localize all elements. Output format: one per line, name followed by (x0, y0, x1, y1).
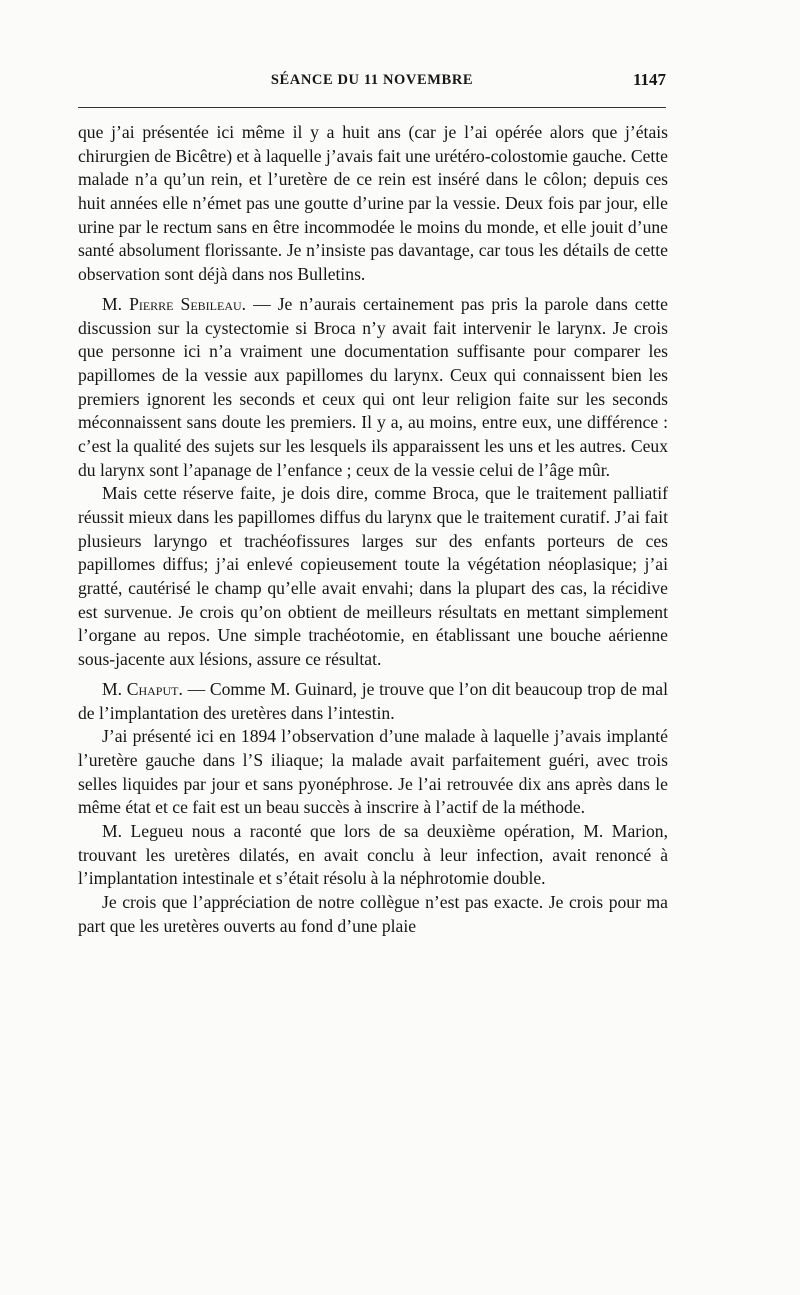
paragraph-chaput-4 (78, 891, 668, 938)
paragraph-text: M. Legueu nous a raconté que lors de sa deuxième opération, M. Marion, trouvant les uretères dilatés, en avait conclu à leur infection, avait renoncé à l’implantation intestinale et s’était résolu à la néphrotomie double. (78, 821, 668, 889)
paragraph-chaput-3 (78, 820, 668, 891)
page-number: 1147 (632, 70, 666, 89)
paragraph-text: — Je n’aurais certainement pas pris la parole dans cette discussion sur la cystectomie si Broca n’y avait fait intervenir le larynx. Je crois que personne ici n’a vraiment une documentation suffisante pour comparer les papillomes de la vessie aux papillomes du larynx. Ceux qui connaissent bien les premiers ignorent les seconds et ceux qui ont leur religion faite sur les seconds méconnaissent sans doute les premiers. Il y a, au moins, entre eux, une différence : c’est la qualité des sujets sur les lesquels ils apparaissent les uns et les autres. Ceux du larynx sont l’apanage de l’enfance ; ceux de la vessie celui de l’âge mûr. (78, 294, 668, 480)
paragraph-chaput (78, 678, 668, 725)
paragraph-text: Je crois que l’appréciation de notre collègue n’est pas exacte. Je crois pour ma part que les uretères ouverts au fond d’une plaie (78, 892, 668, 936)
paragraph-text: Mais cette réserve faite, je dois dire, comme Broca, que le traitement palliatif réussit mieux dans les papillomes diffus du larynx que le traitement curatif. J’ai fait plusieurs laryngo et trachéofissures larges sur des enfants porteurs de ces papillomes diffus; j’ai enlevé copieusement toute la végétation néoplasique; j’ai gratté, cautérisé le champ qu’elle avait envahi; dans la plupart des cas, la récidive est survenue. Je crois qu’on obtient de meilleurs résultats en mettant simplement l’organe au repos. Une simple trachéotomie, en établissant une bouche aérienne sous-jacente aux lésions, assure ce résultat. (78, 483, 668, 669)
paragraph-continuation (78, 121, 668, 287)
paragraph-text: que j’ai présentée ici même il y a huit ans (car je l’ai opérée alors que j’étais chirurgien de Bicêtre) et à laquelle j’avais fait une urétéro-colostomie gauche. Cette malade n’a qu’un rein, et l’uretère de ce rein est inséré dans le côlon; depuis ces huit années elle n’émet pas une goutte d’urine par la vessie. Deux fois par jour, elle urine par le rectum sans en être incommodée le moins du monde, et elle jouit d’une santé absolument florissante. Je n’insiste pas davantage, car tous les détails de cette observation sont déjà dans nos Bulletins. (78, 122, 668, 284)
paragraph-sebileau-2 (78, 482, 668, 671)
header-rule (78, 107, 666, 108)
speaker-name: M. Pierre Sebileau. (102, 294, 247, 315)
paragraph-text: J’ai présenté ici en 1894 l’observation d’une malade à laquelle j’avais implanté l’uretère gauche dans l’S iliaque; la malade avait parfaitement guéri, avec trois selles liquides par jour et sans pyonéphrose. Je l’ai retrouvée dix ans après dans le même état et ce fait est un beau succès à inscrire à l’actif de la méthode. (78, 726, 668, 818)
paragraph-sebileau (78, 293, 668, 482)
paragraph-chaput-2 (78, 725, 668, 820)
running-head (78, 70, 666, 92)
paragraph-text: — Comme M. Guinard, je trouve que l’on dit beaucoup trop de mal de l’implantation des uretères dans l’intestin. (78, 679, 668, 723)
running-head-title: SÉANCE DU 11 NOVEMBRE (270, 72, 474, 88)
speaker-name: M. Chaput. (102, 679, 183, 700)
body-text (78, 121, 668, 938)
